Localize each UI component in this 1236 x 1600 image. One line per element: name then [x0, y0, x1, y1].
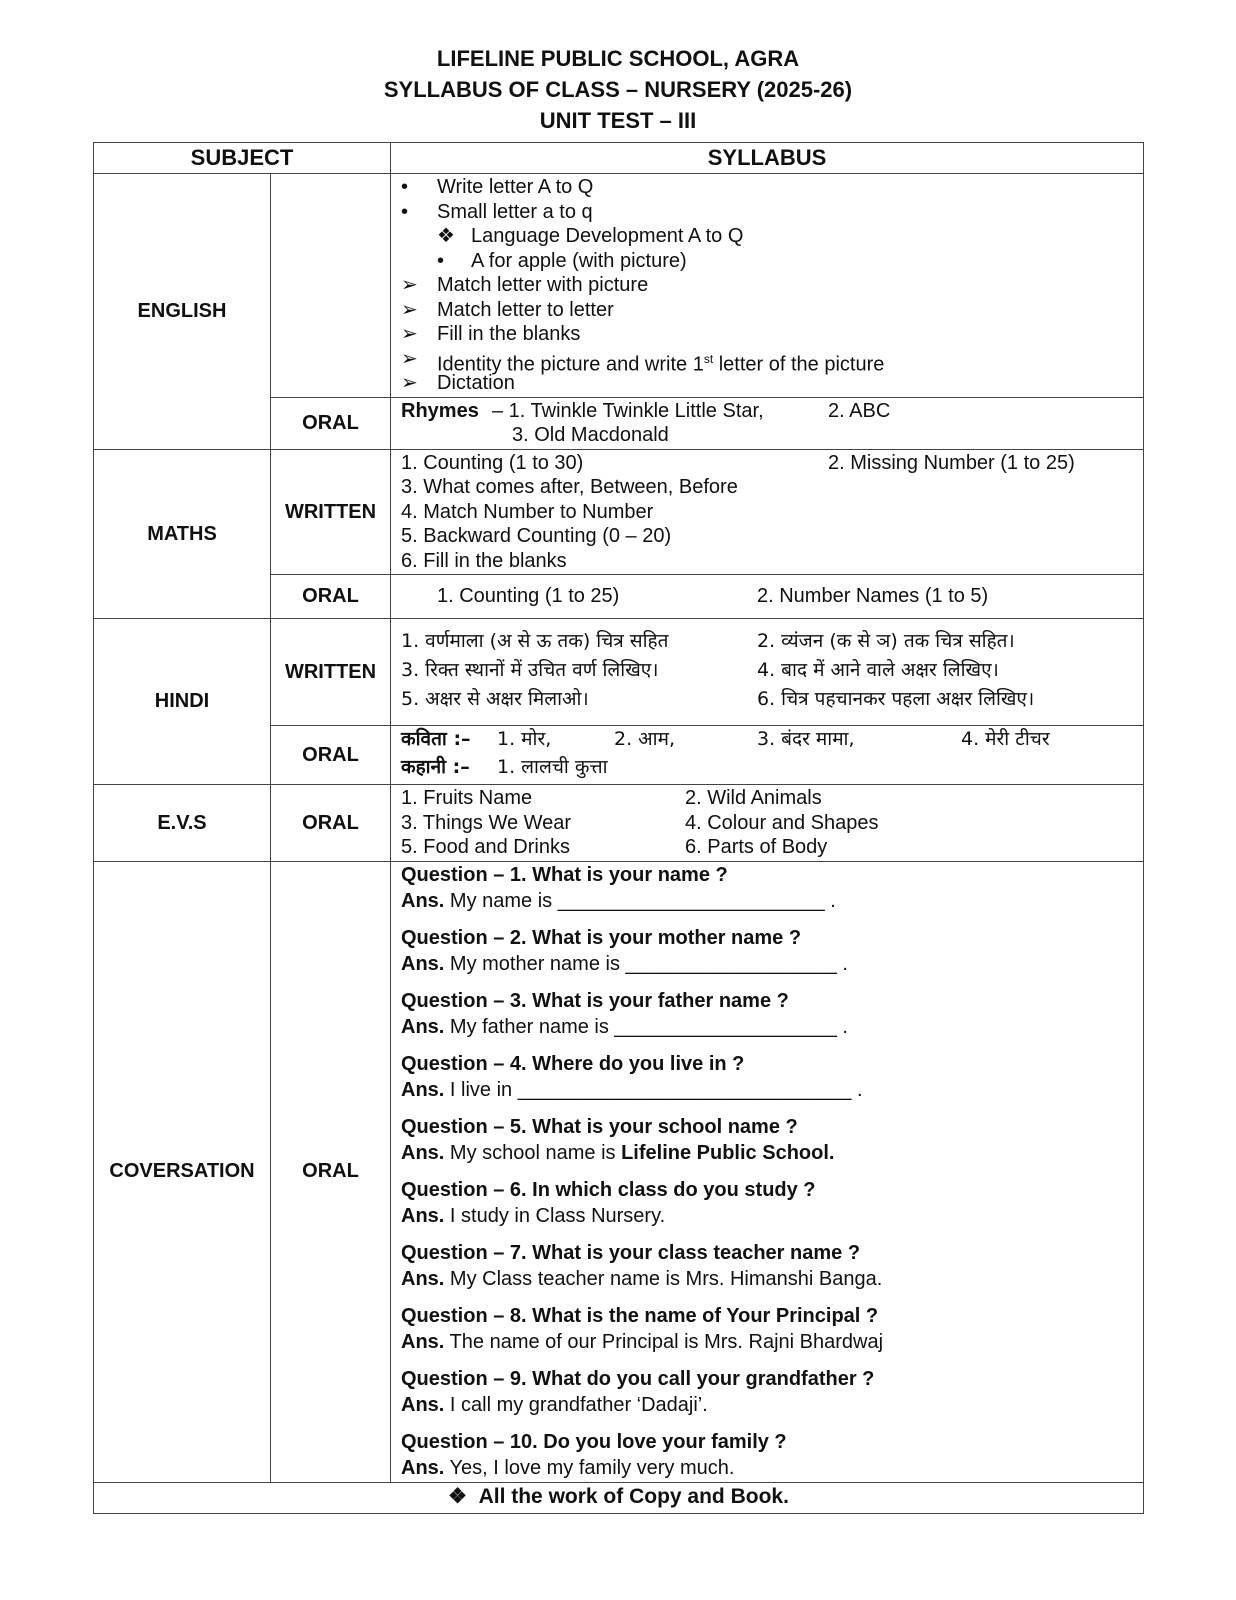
- maths-written-content: 1. Counting (1 to 30) 2. Missing Number (1 to 25) 3. What comes after, Between, Before 4. Match Number to Number 5. Backward Counting (0 – 20) 6. Fill in the blanks: [391, 449, 1144, 575]
- evs-oral-type: ORAL: [271, 785, 391, 862]
- list-item: ➢ Identity the picture and write 1st letter of the picture: [401, 347, 885, 376]
- subject-hindi: HINDI: [94, 619, 271, 785]
- english-written-row: [94, 174, 1144, 398]
- question: Question – 6. In which class do you study ?: [401, 1178, 816, 1201]
- answer: Ans. I call my grandfather ‘Dadaji’.: [401, 1393, 708, 1416]
- answer: Ans. My father name is ____________________ .: [401, 1015, 848, 1038]
- syllabus-header: SYLLABUS: [391, 143, 1144, 174]
- answer: Ans. Yes, I love my family very much.: [401, 1456, 735, 1479]
- hindi-oral-content: कविता :– 1. मोर, 2. आम, 3. बंदर मामा, 4. मेरी टीचर कहानी :– 1. लालची कुत्ता: [391, 726, 1144, 785]
- question: Question – 4. Where do you live in ?: [401, 1052, 745, 1075]
- header-row: [94, 143, 1144, 174]
- footer-note: ❖ All the work of Copy and Book.: [94, 1482, 1144, 1513]
- bullet-icon: •: [401, 176, 409, 198]
- question: Question – 2. What is your mother name ?: [401, 926, 802, 949]
- english-written-type: [271, 174, 391, 398]
- answer: Ans. The name of our Principal is Mrs. Rajni Bhardwaj: [401, 1330, 884, 1353]
- footer-row: [94, 1482, 1144, 1513]
- bullet-icon: •: [437, 249, 445, 272]
- list-item: ➢ Match letter to letter: [401, 298, 614, 321]
- answer: Ans. My Class teacher name is Mrs. Himanshi Banga.: [401, 1267, 883, 1290]
- arrow-bullet-icon: ➢: [401, 274, 418, 296]
- subject-header: SUBJECT: [94, 143, 391, 174]
- maths-oral-content: 1. Counting (1 to 25) 2. Number Names (1 to 5): [391, 575, 1144, 619]
- evs-content: 1. Fruits Name 2. Wild Animals 3. Things We Wear 4. Colour and Shapes 5. Food and Drinks 6. Parts of Body: [391, 785, 1144, 862]
- answer: Ans. My mother name is ___________________ .: [401, 952, 848, 975]
- syllabus-title: SYLLABUS OF CLASS – NURSERY (2025-26): [383, 77, 853, 102]
- english-written-content: [391, 174, 1144, 398]
- maths-written-type: WRITTEN: [271, 449, 391, 575]
- maths-written-row: [94, 449, 1144, 575]
- list-item: • Write letter A to Q: [401, 176, 594, 198]
- maths-oral-type: ORAL: [271, 575, 391, 619]
- question: Question – 8. What is the name of Your Principal ?: [401, 1304, 879, 1327]
- subject-evs: E.V.S: [94, 785, 271, 862]
- question: Question – 5. What is your school name ?: [401, 1115, 798, 1138]
- exam-title: UNIT TEST – III: [539, 108, 697, 133]
- evs-row: [94, 785, 1144, 862]
- list-item: ➢ Match letter with picture: [401, 274, 649, 296]
- hindi-written-row: [94, 619, 1144, 726]
- hindi-oral-type: ORAL: [271, 726, 391, 785]
- question: Question – 3. What is your father name ?: [401, 989, 789, 1012]
- school-name: LIFELINE PUBLIC SCHOOL, AGRA: [436, 46, 800, 71]
- question: Question – 7. What is your class teacher name ?: [401, 1241, 861, 1264]
- question: Question – 9. What do you call your grandfather ?: [401, 1367, 875, 1390]
- conversation-content: [391, 861, 1144, 1482]
- hindi-written-content: 1. वर्णमाला (अ से ऊ तक) चित्र सहित 2. व्यंजन (क से ञ) तक चित्र सहित। 3. रिक्त स्थानों में उचित वर्ण लिखिए। 4. बाद में आने वाले अक्षर लिखिए। 5. अक्षर से अक्षर मिलाओ। 6. चित्र पहचानकर पहला अक्षर लिखिए।: [391, 619, 1144, 726]
- arrow-bullet-icon: ➢: [401, 323, 418, 345]
- answer: Ans. My school name is Lifeline Public School.: [401, 1141, 835, 1164]
- subject-maths: MATHS: [94, 449, 271, 619]
- english-oral-content: Rhymes – 1. Twinkle Twinkle Little Star, 2. ABC 3. Old Macdonald: [391, 397, 1144, 449]
- arrow-bullet-icon: ➢: [401, 298, 418, 321]
- arrow-bullet-icon: ➢: [401, 372, 418, 394]
- list-item: ➢ Dictation: [401, 372, 515, 394]
- conversation-oral-type: ORAL: [271, 861, 391, 1482]
- diamond-bullet-icon: ❖: [437, 225, 455, 247]
- conversation-row: [94, 861, 1144, 1482]
- hindi-written-type: WRITTEN: [271, 619, 391, 726]
- list-item: ❖ Language Development A to Q: [437, 225, 744, 247]
- question: Question – 10. Do you love your family ?: [401, 1430, 787, 1453]
- answer: Ans. I study in Class Nursery.: [401, 1204, 666, 1227]
- subject-conversation: COVERSATION: [94, 861, 271, 1482]
- bullet-icon: •: [401, 200, 409, 223]
- diamond-bullet-icon: ❖: [448, 1485, 467, 1509]
- english-oral-type: ORAL: [271, 397, 391, 449]
- list-item: ➢ Fill in the blanks: [401, 323, 581, 345]
- list-item: • Small letter a to q: [401, 200, 593, 223]
- question: Question – 1. What is your name ?: [401, 863, 728, 886]
- arrow-bullet-icon: ➢: [401, 347, 418, 370]
- syllabus-table: [93, 142, 1144, 1514]
- list-item: • A for apple (with picture): [437, 249, 687, 272]
- subject-english: ENGLISH: [94, 174, 271, 450]
- answer: Ans. My name is ________________________ .: [401, 889, 836, 912]
- answer: Ans. I live in ______________________________ .: [401, 1078, 863, 1101]
